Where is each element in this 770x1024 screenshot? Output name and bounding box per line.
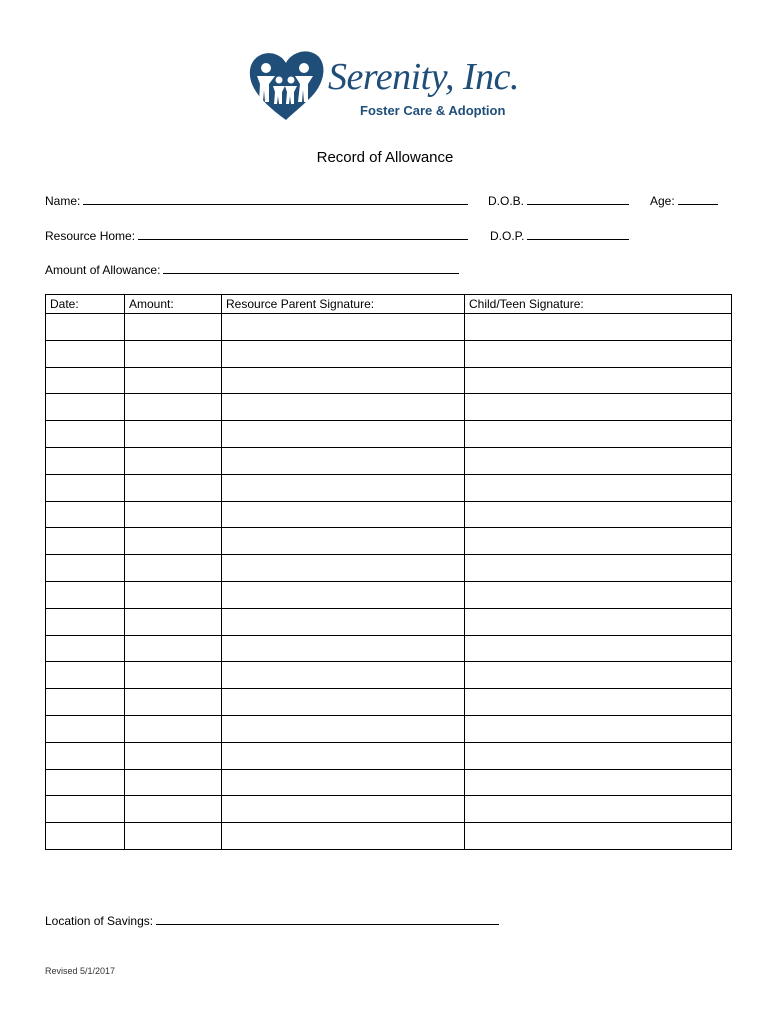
date-cell[interactable]: [46, 367, 125, 394]
age-blank[interactable]: [678, 193, 718, 205]
date-cell[interactable]: [46, 796, 125, 823]
child-signature-cell[interactable]: [465, 394, 732, 421]
parent-signature-cell[interactable]: [222, 581, 465, 608]
child-signature-cell[interactable]: [465, 367, 732, 394]
date-cell[interactable]: [46, 715, 125, 742]
table-row: [46, 742, 732, 769]
child-signature-cell[interactable]: [465, 555, 732, 582]
parent-signature-cell[interactable]: [222, 367, 465, 394]
child-signature-cell[interactable]: [465, 769, 732, 796]
dob-field[interactable]: [488, 193, 629, 207]
parent-signature-cell[interactable]: [222, 421, 465, 448]
date-cell[interactable]: [46, 823, 125, 850]
dop-field[interactable]: [490, 228, 629, 242]
brand-tagline: Foster Care & Adoption: [360, 103, 506, 118]
child-signature-cell[interactable]: [465, 823, 732, 850]
dob-label: D.O.B.: [488, 194, 525, 208]
date-cell[interactable]: [46, 394, 125, 421]
dop-blank[interactable]: [527, 228, 629, 240]
date-cell[interactable]: [46, 474, 125, 501]
heart-family-icon: [246, 46, 326, 126]
amount-cell[interactable]: [125, 367, 222, 394]
child-signature-cell[interactable]: [465, 314, 732, 341]
table-row: [46, 662, 732, 689]
savings-field[interactable]: [45, 913, 499, 927]
page-title: Record of Allowance: [316, 149, 454, 166]
dob-blank[interactable]: [527, 193, 629, 205]
savings-label: Location of Savings:: [45, 914, 154, 928]
date-cell[interactable]: [46, 555, 125, 582]
amount-cell[interactable]: [125, 474, 222, 501]
date-cell[interactable]: [46, 689, 125, 716]
child-signature-cell[interactable]: [465, 608, 732, 635]
parent-signature-cell[interactable]: [222, 394, 465, 421]
table-body: [46, 314, 732, 850]
table-row: [46, 823, 732, 850]
child-signature-cell[interactable]: [465, 796, 732, 823]
table-row: [46, 555, 732, 582]
child-signature-cell[interactable]: [465, 474, 732, 501]
savings-blank[interactable]: [156, 913, 499, 925]
child-signature-cell[interactable]: [465, 662, 732, 689]
parent-signature-cell[interactable]: [222, 796, 465, 823]
child-signature-cell[interactable]: [465, 715, 732, 742]
date-cell[interactable]: [46, 662, 125, 689]
date-cell[interactable]: [46, 340, 125, 367]
child-signature-cell[interactable]: [465, 501, 732, 528]
table-row: [46, 608, 732, 635]
amount-cell[interactable]: [125, 689, 222, 716]
amount-cell[interactable]: [125, 662, 222, 689]
date-cell[interactable]: [46, 314, 125, 341]
resource-home-label: Resource Home:: [45, 229, 136, 243]
date-cell[interactable]: [46, 742, 125, 769]
date-cell[interactable]: [46, 608, 125, 635]
table-row: [46, 769, 732, 796]
table-row: [46, 474, 732, 501]
column-header-amount: Amount:: [125, 295, 222, 314]
age-field[interactable]: [650, 193, 718, 207]
amount-cell[interactable]: [125, 501, 222, 528]
amount-cell[interactable]: [125, 555, 222, 582]
name-blank[interactable]: [83, 193, 468, 205]
amount-cell[interactable]: [125, 581, 222, 608]
amount-cell[interactable]: [125, 608, 222, 635]
child-signature-cell[interactable]: [465, 528, 732, 555]
table-row: [46, 528, 732, 555]
column-header-child-signature: Child/Teen Signature:: [465, 295, 732, 314]
resource-home-blank[interactable]: [138, 228, 468, 240]
table-row: [46, 796, 732, 823]
amount-cell[interactable]: [125, 447, 222, 474]
table-row: [46, 394, 732, 421]
amount-cell[interactable]: [125, 769, 222, 796]
child-signature-cell[interactable]: [465, 742, 732, 769]
amount-cell[interactable]: [125, 635, 222, 662]
parent-signature-cell[interactable]: [222, 715, 465, 742]
amount-cell[interactable]: [125, 823, 222, 850]
serenity-logo: [246, 40, 536, 130]
child-signature-cell[interactable]: [465, 421, 732, 448]
child-signature-cell[interactable]: [465, 689, 732, 716]
amount-cell[interactable]: [125, 314, 222, 341]
name-field[interactable]: [45, 193, 468, 207]
amount-cell[interactable]: [125, 528, 222, 555]
child-signature-cell[interactable]: [465, 635, 732, 662]
column-header-parent-signature: Resource Parent Signature:: [222, 295, 465, 314]
parent-signature-cell[interactable]: [222, 823, 465, 850]
brand-name: Serenity, Inc.: [328, 56, 520, 98]
parent-signature-cell[interactable]: [222, 608, 465, 635]
parent-signature-cell[interactable]: [222, 742, 465, 769]
amount-cell[interactable]: [125, 742, 222, 769]
date-cell[interactable]: [46, 528, 125, 555]
amount-allowance-blank[interactable]: [163, 262, 459, 274]
dop-label: D.O.P.: [490, 229, 525, 243]
parent-signature-cell[interactable]: [222, 340, 465, 367]
child-signature-cell[interactable]: [465, 447, 732, 474]
parent-signature-cell[interactable]: [222, 635, 465, 662]
table-row: [46, 635, 732, 662]
amount-cell[interactable]: [125, 796, 222, 823]
column-header-date: Date:: [46, 295, 125, 314]
age-label: Age:: [650, 194, 675, 208]
parent-signature-cell[interactable]: [222, 555, 465, 582]
parent-signature-cell[interactable]: [222, 314, 465, 341]
amount-cell[interactable]: [125, 394, 222, 421]
parent-signature-cell[interactable]: [222, 528, 465, 555]
date-cell[interactable]: [46, 769, 125, 796]
table-row: [46, 689, 732, 716]
name-label: Name:: [45, 194, 81, 208]
amount-allowance-field[interactable]: [45, 262, 459, 276]
table-row: [46, 314, 732, 341]
table-header-row: [46, 295, 732, 314]
table-row: [46, 715, 732, 742]
allowance-log-table: [45, 294, 732, 850]
table-row: [46, 340, 732, 367]
child-signature-cell[interactable]: [465, 581, 732, 608]
amount-allowance-label: Amount of Allowance:: [45, 263, 161, 277]
parent-signature-cell[interactable]: [222, 474, 465, 501]
parent-signature-cell[interactable]: [222, 689, 465, 716]
date-cell[interactable]: [46, 501, 125, 528]
date-cell[interactable]: [46, 581, 125, 608]
parent-signature-cell[interactable]: [222, 501, 465, 528]
table-row: [46, 421, 732, 448]
table-row: [46, 581, 732, 608]
amount-cell[interactable]: [125, 421, 222, 448]
revision-note: Revised 5/1/2017: [45, 966, 116, 976]
parent-signature-cell[interactable]: [222, 769, 465, 796]
child-signature-cell[interactable]: [465, 340, 732, 367]
parent-signature-cell[interactable]: [222, 662, 465, 689]
table-row: [46, 501, 732, 528]
table-row: [46, 447, 732, 474]
parent-signature-cell[interactable]: [222, 447, 465, 474]
resource-home-field[interactable]: [45, 228, 468, 242]
date-cell[interactable]: [46, 635, 125, 662]
amount-cell[interactable]: [125, 340, 222, 367]
table-row: [46, 367, 732, 394]
amount-cell[interactable]: [125, 715, 222, 742]
date-cell[interactable]: [46, 421, 125, 448]
date-cell[interactable]: [46, 447, 125, 474]
